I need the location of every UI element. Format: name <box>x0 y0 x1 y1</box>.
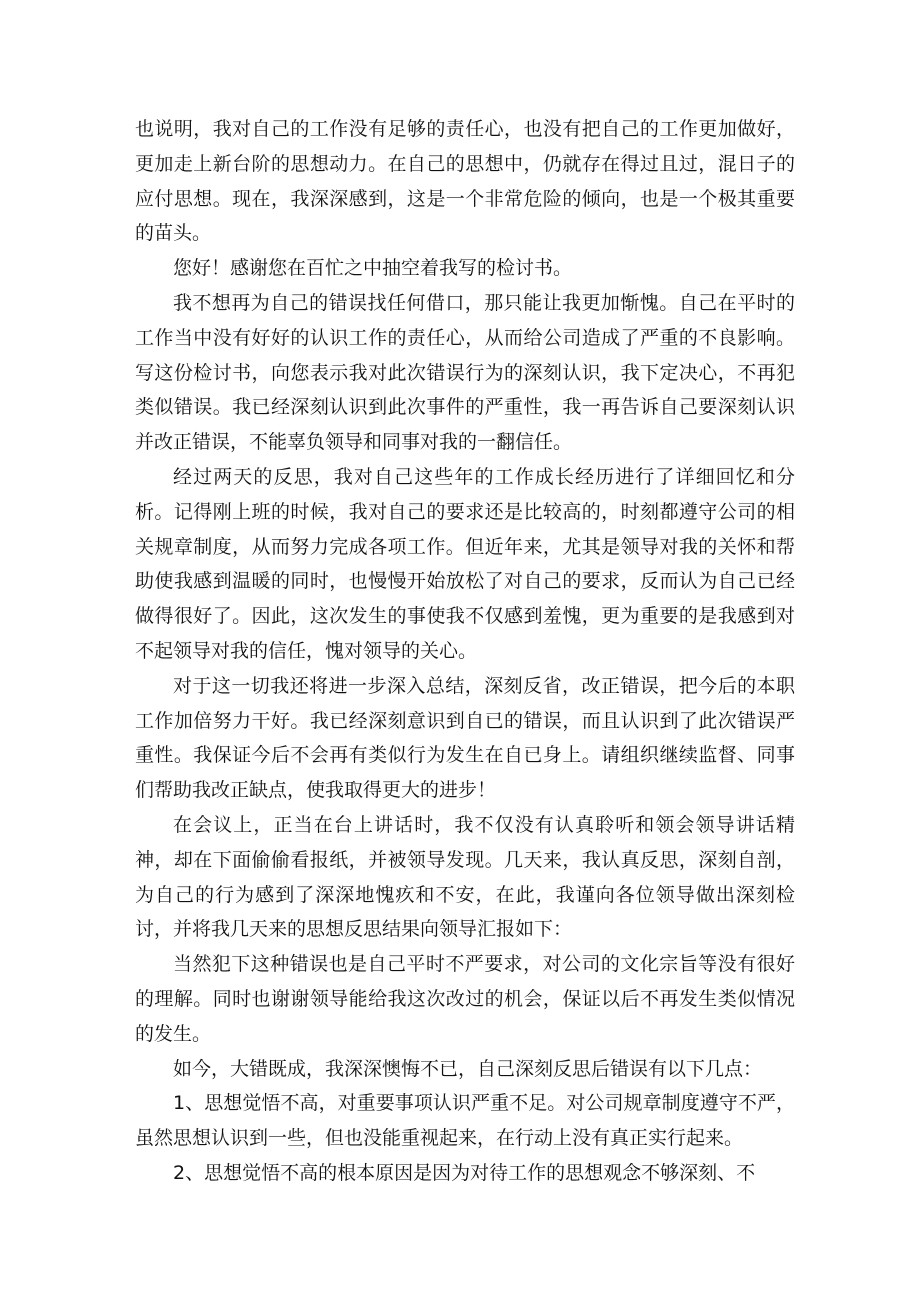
paragraph-1: 也说明，我对自己的工作没有足够的责任心，也没有把自己的工作更加做好，更加走上新台阶的思想动力。在自己的思想中，仍就存在得过且过，混日子的应付思想。现在，我深深感到，这是一个非常危险的倾向，也是一个极其重要的苗头。 <box>135 118 795 245</box>
paragraph-10: 2、思想觉悟不高的根本原因是因为对待工作的思想观念不够深刻、不 <box>173 1161 756 1184</box>
paragraph-5: 对于这一切我还将进一步深入总结，深刻反省，改正错误，把今后的本职工作加倍努力干好。我已经深刻意识到自已的错误，而且认识到了此次错误严重性。我保证今后不会再有类似行为发生在自已身上。请组织继续监督、同事们帮助我改正缺点，使我取得更大的进步！ <box>135 674 795 802</box>
paragraph-4: 经过两天的反思，我对自己这些年的工作成长经历进行了详细回忆和分析。记得刚上班的时候，我对自己的要求还是比较高的，时刻都遵守公司的相关规章制度，从而努力完成各项工作。但近年来，尤其是领导对我的关怀和帮助使我感到温暖的同时，也慢慢开始放松了对自己的要求，反而认为自己已经做得很好了。因此，这次发生的事使我不仅感到羞愧，更为重要的是我感到对不起领导对我的信任，愧对领导的关心。 <box>135 465 795 662</box>
paragraph-8: 如今，大错既成，我深深懊悔不已，自己深刻反思后错误有以下几点： <box>173 1057 763 1080</box>
paragraph-6: 在会议上，正当在台上讲话时，我不仅没有认真聆听和领会领导讲话精神，却在下面偷偷看报纸，并被领导发现。几天来，我认真反思，深刻自剖，为自己的行为感到了深深地愧疚和不安，在此，我谨向各位领导做出深刻检讨，并将我几天来的思想反思结果向领导汇报如下： <box>135 813 795 941</box>
paragraph-9: 1、思想觉悟不高，对重要事项认识严重不足。对公司规章制度遵守不严，虽然思想认识到一些，但也没能重视起来，在行动上没有真正实行起来。 <box>135 1092 795 1150</box>
paragraph-2: 您好！感谢您在百忙之中抽空着我写的检讨书。 <box>173 257 573 280</box>
paragraph-7: 当然犯下这种错误也是自己平时不严要求，对公司的文化宗旨等没有很好的理解。同时也谢谢领导能给我这次改过的机会，保证以后不再发生类似情况的发生。 <box>135 953 795 1045</box>
paragraph-3: 我不想再为自己的错误找任何借口，那只能让我更加惭愧。自己在平时的工作当中没有好好的认识工作的责任心，从而给公司造成了严重的不良影响。写这份检讨书，向您表示我对此次错误行为的深刻认识，我下定决心，不再犯类似错误。我已经深刻认识到此次事件的严重性，我一再告诉自己要深刻认识并改正错误，不能辜负领导和同事对我的一翻信任。 <box>135 291 795 454</box>
document-page <box>135 112 795 1191</box>
